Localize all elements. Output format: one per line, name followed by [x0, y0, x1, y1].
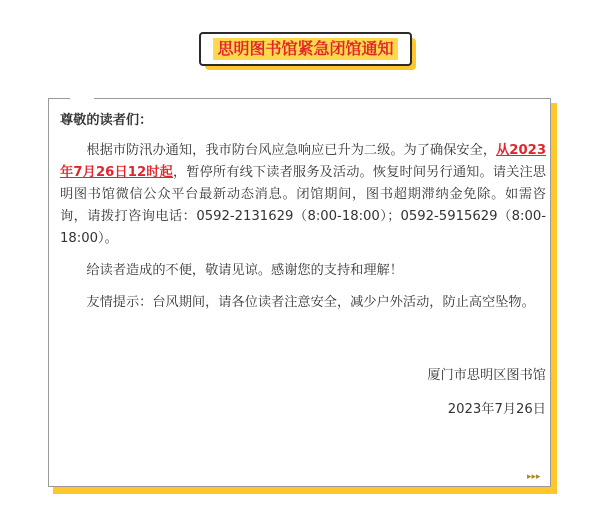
closure-time-highlight: 从2023年7月26日12时起 [60, 143, 546, 180]
paragraph-tip: 友情提示：台风期间，请各位读者注意安全，减少户外活动，防止高空坠物。 [86, 295, 535, 310]
paragraph-apology: 给读者造成的不便，敬请见谅。感谢您的支持和理解！ [86, 263, 403, 278]
notice-title: 思明图书馆紧急闭馆通知 [213, 38, 397, 60]
paragraph-closure-after: ，暂停所有线下读者服务及活动。恢复时间另行通知。请关注思明图书馆微信公众平台最新动态消息。闭馆期间，图书超期滞纳金免除。如需咨询，请拨打咨询电话：0592-2131629（8:00-18:00）；0592-5915629（8:00-18:00）。 [60, 165, 546, 246]
paragraph-closure [60, 140, 546, 250]
title-badge [199, 32, 412, 66]
notice-body [60, 110, 546, 324]
paragraph-closure-before: 根据市防汛办通知，我市防台风应急响应已升为二级。为了确保安全， [86, 143, 497, 158]
signature-date: 2023年7月26日 [447, 402, 546, 417]
card-notch [70, 95, 94, 103]
signature-organization: 厦门市思明区图书馆 [427, 368, 546, 383]
greeting: 尊敬的读者们： [60, 113, 153, 128]
more-arrows-icon: ▸▸▸ [527, 472, 541, 482]
